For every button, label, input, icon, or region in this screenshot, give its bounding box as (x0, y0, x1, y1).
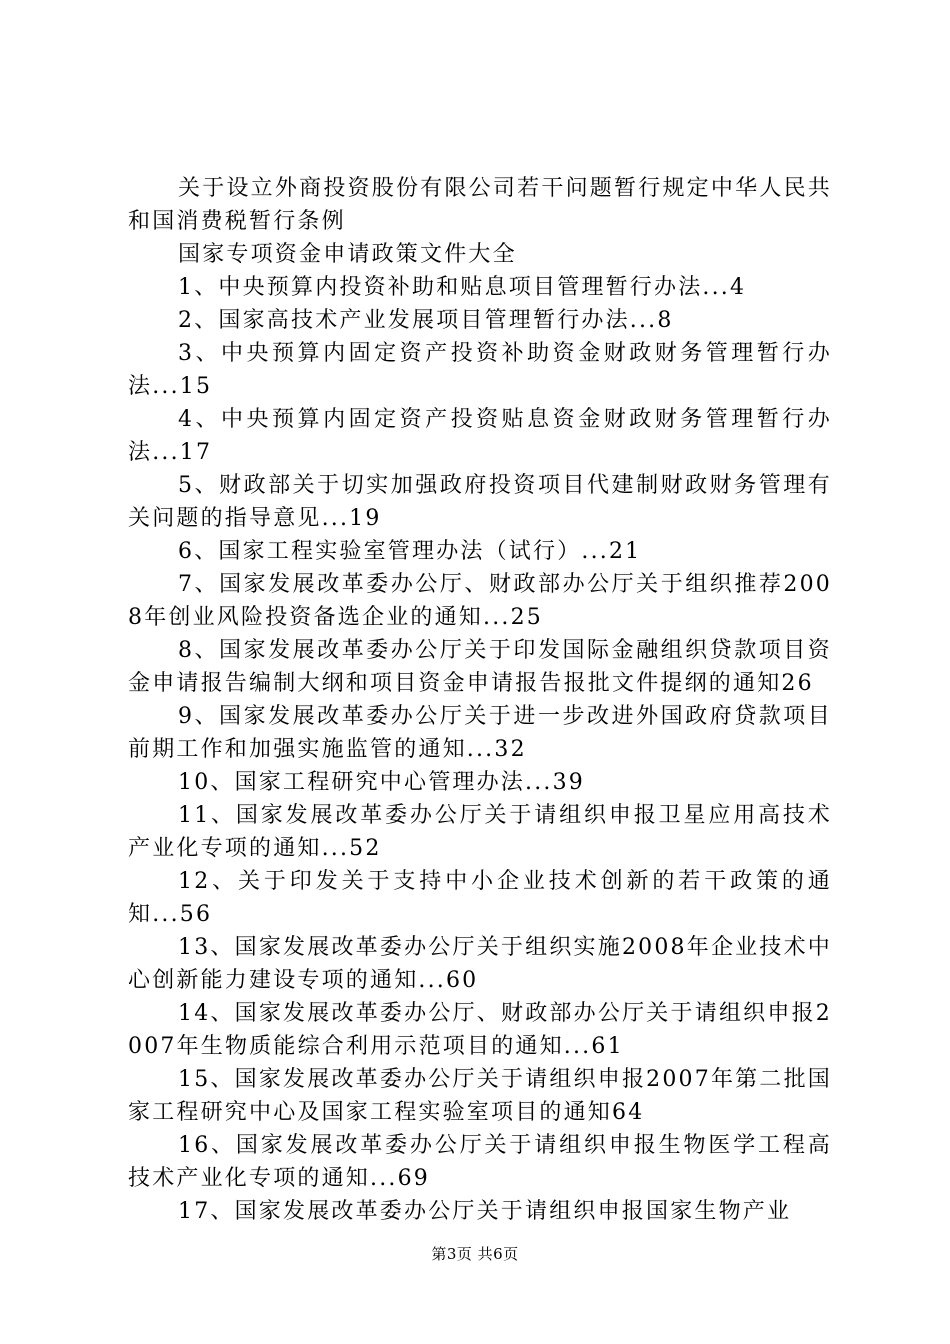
toc-item-10: 10、国家工程研究中心管理办法...39 (178, 770, 585, 795)
toc-item-15: 15、国家发展改革委办公厅关于请组织申报2007年第二批国家工程研究中心及国家工程实验室项目的通知64 (128, 1067, 832, 1125)
paragraph-heading: 国家专项资金申请政策文件大全 (178, 242, 517, 267)
toc-item-3: 3、中央预算内固定资产投资补助资金财政财务管理暂行办法...15 (128, 341, 832, 399)
toc-item-5: 5、财政部关于切实加强政府投资项目代建制财政财务管理有关问题的指导意见...19 (128, 473, 832, 531)
toc-item-14: 14、国家发展改革委办公厅、财政部办公厅关于请组织申报2007年生物质能综合利用示范项目的通知...61 (128, 1001, 832, 1059)
toc-item-16: 16、国家发展改革委办公厅关于请组织申报生物医学工程高技术产业化专项的通知...69 (128, 1133, 832, 1191)
toc-item-2: 2、国家高技术产业发展项目管理暂行办法...8 (178, 308, 674, 333)
page-number-footer: 第3页 共6页 (431, 1245, 519, 1263)
toc-item-13: 13、国家发展改革委办公厅关于组织实施2008年企业技术中心创新能力建设专项的通知...60 (128, 935, 832, 993)
toc-item-9: 9、国家发展改革委办公厅关于进一步改进外国政府贷款项目前期工作和加强实施监管的通知...32 (128, 704, 832, 762)
toc-item-7: 7、国家发展改革委办公厅、财政部办公厅关于组织推荐2008年创业风险投资备选企业的通知...25 (128, 572, 832, 630)
toc-item-1: 1、中央预算内投资补助和贴息项目管理暂行办法...4 (178, 275, 747, 300)
document-body (128, 172, 832, 1228)
toc-item-6: 6、国家工程实验室管理办法（试行）...21 (178, 539, 642, 564)
toc-item-12: 12、关于印发关于支持中小企业技术创新的若干政策的通知...56 (128, 869, 832, 927)
toc-item-11: 11、国家发展改革委办公厅关于请组织申报卫星应用高技术产业化专项的通知...52 (128, 803, 832, 861)
toc-item-8: 8、国家发展改革委办公厅关于印发国际金融组织贷款项目资金申请报告编制大纲和项目资金申请报告报批文件提纲的通知26 (128, 638, 832, 696)
toc-item-4: 4、中央预算内固定资产投资贴息资金财政财务管理暂行办法...17 (128, 407, 832, 465)
toc-item-17: 17、国家发展改革委办公厅关于请组织申报国家生物产业 (178, 1199, 792, 1224)
paragraph-intro: 关于设立外商投资股份有限公司若干问题暂行规定中华人民共和国消费税暂行条例 (128, 176, 832, 234)
